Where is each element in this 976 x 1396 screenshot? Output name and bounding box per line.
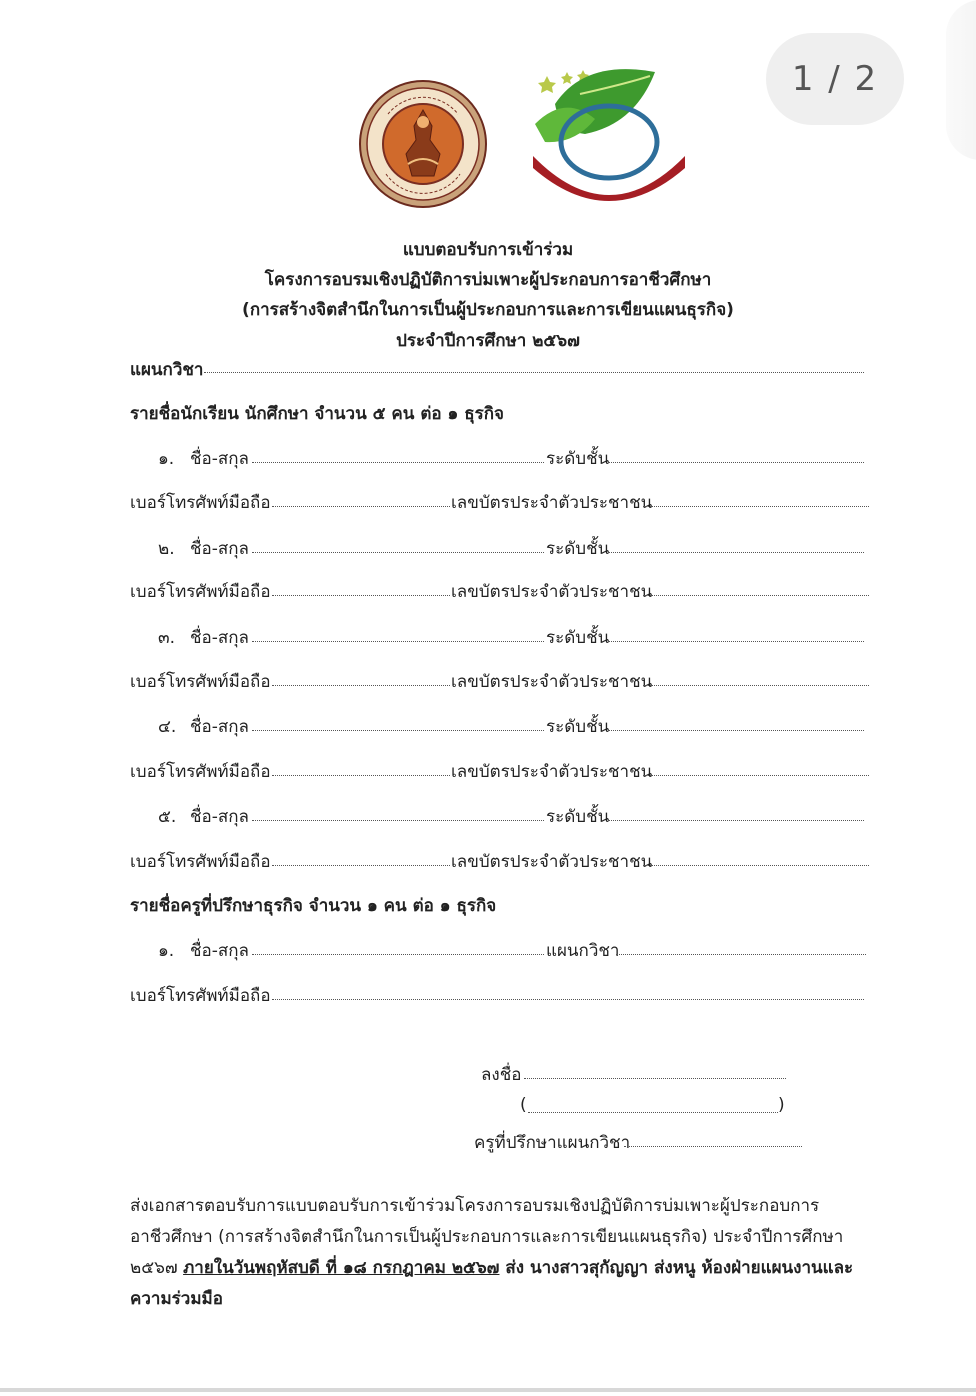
student-name-label: ชื่อ-สกุล <box>190 628 249 648</box>
student-phone-label: เบอร์โทรศัพท์มือถือ <box>130 762 271 782</box>
student-name-field[interactable] <box>252 730 544 731</box>
student-number: ๑. <box>158 449 175 469</box>
student-phone-label: เบอร์โทรศัพท์มือถือ <box>130 852 271 872</box>
student-id-label: เลขบัตรประจำตัวประชาชน <box>451 493 653 513</box>
page-indicator: 1 / 2 <box>766 33 904 125</box>
student-level-field[interactable] <box>608 462 864 463</box>
student-id-field[interactable] <box>643 685 869 686</box>
signature-printed-name-field[interactable] <box>528 1112 778 1113</box>
student-name-field[interactable] <box>252 552 544 553</box>
student-id-field[interactable] <box>643 595 869 596</box>
advisor-name-field[interactable] <box>252 954 544 955</box>
student-number: ๕. <box>158 807 177 827</box>
signature-paren-open: ( <box>520 1095 527 1115</box>
department-field[interactable] <box>204 372 864 373</box>
student-level-field[interactable] <box>608 552 864 553</box>
student-level-label: ระดับชั้น <box>546 717 610 737</box>
student-phone-label: เบอร์โทรศัพท์มือถือ <box>130 493 271 513</box>
department-label: แผนกวิชา <box>130 360 204 380</box>
student-name-label: ชื่อ-สกุล <box>190 539 249 559</box>
student-name-label: ชื่อ-สกุล <box>190 717 249 737</box>
student-number: ๒. <box>158 539 175 559</box>
student-level-label: ระดับชั้น <box>546 807 610 827</box>
ovec-business-incubator-logo <box>525 64 693 214</box>
student-level-field[interactable] <box>608 641 864 642</box>
student-phone-field[interactable] <box>272 865 450 866</box>
student-id-label: เลขบัตรประจำตัวประชาชน <box>451 672 653 692</box>
student-id-label: เลขบัตรประจำตัวประชาชน <box>451 852 653 872</box>
student-id-label: เลขบัตรประจำตัวประชาชน <box>451 582 653 602</box>
student-id-field[interactable] <box>643 775 869 776</box>
project-subtitle: (การสร้างจิตสำนึกในการเป็นผู้ประกอบการและการเขียนแผนธุรกิจ) <box>242 300 734 320</box>
advisor-phone-label: เบอร์โทรศัพท์มือถือ <box>130 986 271 1006</box>
submission-deadline: ภายในวันพฤหัสบดี ที่ ๑๘ กรกฎาคม ๒๕๖๗ <box>183 1258 500 1278</box>
student-id-field[interactable] <box>643 506 869 507</box>
student-name-field[interactable] <box>252 820 544 821</box>
advisor-name-label: ชื่อ-สกุล <box>190 941 249 961</box>
student-phone-field[interactable] <box>272 685 450 686</box>
student-id-field[interactable] <box>643 865 869 866</box>
project-name: โครงการอบรมเชิงปฏิบัติการบ่มเพาะผู้ประกอบการอาชีวศึกษา <box>264 270 712 290</box>
advisor-role-label: ครูที่ปรึกษาแผนกวิชา <box>474 1133 631 1153</box>
advisor-dept-field[interactable] <box>616 954 866 955</box>
student-level-field[interactable] <box>608 730 864 731</box>
student-id-label: เลขบัตรประจำตัวประชาชน <box>451 762 653 782</box>
submission-text: ส่งเอกสารตอบรับการแบบตอบรับการเข้าร่วมโครงการอบรมเชิงปฏิบัติการบ่มเพาะผู้ประกอบการอาชีวศึกษา (การสร้างจิตสำนึกในการเป็นผู้ประกอบการและการเขียนแผนธุรกิจ) ประจำปีการศึกษา ๒๕๖๗ <box>130 1196 844 1278</box>
student-level-label: ระดับชั้น <box>546 628 610 648</box>
student-phone-field[interactable] <box>272 775 450 776</box>
advisor-dept-label: แผนกวิชา <box>546 941 620 961</box>
advisor-heading: รายชื่อครูที่ปรึกษาธุรกิจ จำนวน ๑ คน ต่อ ๑ ธุรกิจ <box>130 896 497 916</box>
student-number: ๔. <box>158 717 177 737</box>
advisor-phone-field[interactable] <box>272 999 864 1000</box>
student-level-field[interactable] <box>608 820 864 821</box>
student-level-label: ระดับชั้น <box>546 449 610 469</box>
college-emblem-logo <box>358 74 488 214</box>
viewer-edge-shadow <box>946 0 976 160</box>
student-name-field[interactable] <box>252 641 544 642</box>
student-name-label: ชื่อ-สกุล <box>190 807 249 827</box>
student-number: ๓. <box>158 628 176 648</box>
submission-recipient: ส่ง นางสาวสุกัญญา ส่งหนู ห้องฝ่ายแผนงานและความร่วมมือ <box>130 1258 854 1309</box>
student-level-label: ระดับชั้น <box>546 539 610 559</box>
signature-paren-close: ) <box>778 1095 785 1115</box>
form-title: แบบตอบรับการเข้าร่วม <box>402 240 574 260</box>
student-phone-field[interactable] <box>272 595 450 596</box>
submission-instructions <box>130 1191 875 1315</box>
advisor-number: ๑. <box>158 941 175 961</box>
signature-field[interactable] <box>524 1078 786 1079</box>
student-phone-label: เบอร์โทรศัพท์มือถือ <box>130 672 271 692</box>
student-name-field[interactable] <box>252 462 544 463</box>
students-heading: รายชื่อนักเรียน นักศึกษา จำนวน ๕ คน ต่อ ๑ ธุรกิจ <box>130 404 504 424</box>
signature-label: ลงชื่อ <box>481 1065 522 1085</box>
student-name-label: ชื่อ-สกุล <box>190 449 249 469</box>
advisor-role-field[interactable] <box>624 1146 802 1147</box>
academic-year: ประจำปีการศึกษา ๒๕๖๗ <box>396 331 580 351</box>
student-phone-label: เบอร์โทรศัพท์มือถือ <box>130 582 271 602</box>
student-phone-field[interactable] <box>272 506 450 507</box>
